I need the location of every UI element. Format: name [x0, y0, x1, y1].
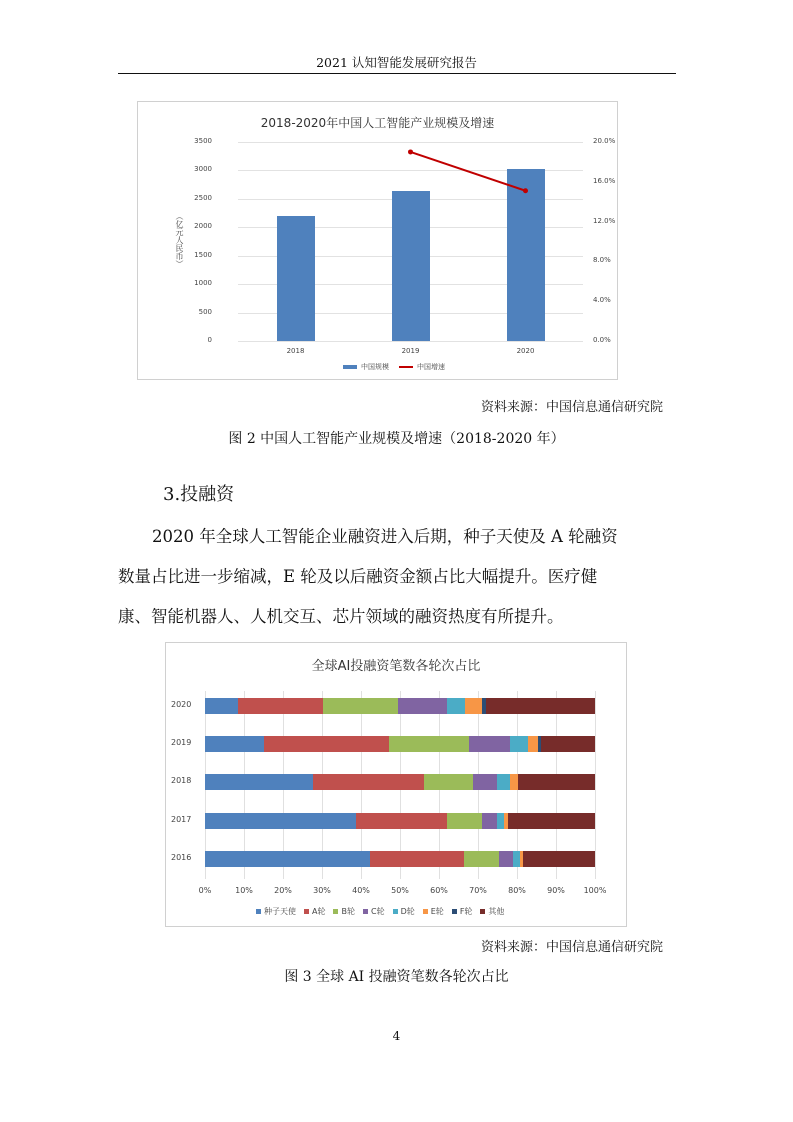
x-tick-label: 20%: [274, 886, 292, 895]
stacked-bar-2020: [205, 698, 595, 714]
figure-3-chart: [165, 642, 627, 927]
legend-swatch: [363, 909, 368, 914]
figure-2-chart: [137, 101, 618, 380]
legend-label: 种子天使: [264, 907, 296, 916]
y-tick-label: 2000: [194, 222, 212, 231]
x-tick-label: 2018: [286, 347, 305, 355]
segment-D轮: [447, 698, 465, 714]
y-tick-label: 500: [198, 307, 212, 316]
growth-line: [138, 102, 617, 379]
segment-A轮: [313, 774, 423, 790]
y-tick-label: 2020: [171, 700, 192, 709]
segment-其他: [486, 698, 595, 714]
segment-A轮: [356, 813, 447, 829]
legend-label: E轮: [430, 907, 444, 916]
figure-2-caption: 图 2 中国人工智能产业规模及增速（2018-2020 年）: [228, 431, 565, 447]
x-tick-label: 2019: [401, 347, 420, 355]
segment-C轮: [473, 774, 497, 790]
y2-tick-label: 16.0%: [593, 176, 616, 185]
stacked-bar-2016: [205, 851, 595, 867]
stacked-bar-2018: [205, 774, 595, 790]
paragraph-line-3: 康、智能机器人、人机交互、芯片领域的融资热度有所提升。: [118, 607, 564, 626]
figure-3-source: 资料来源：中国信息通信研究院: [480, 940, 663, 955]
x-tick-label: 70%: [469, 886, 487, 895]
legend-swatch: [333, 909, 338, 914]
y2-tick-label: 8.0%: [593, 256, 611, 265]
chart-legend: [343, 362, 445, 372]
legend-swatch: [423, 909, 428, 914]
x-tick-label: 40%: [352, 886, 370, 895]
x-tick-label: 0%: [198, 886, 212, 895]
y2-tick-label: 20.0%: [593, 137, 616, 145]
segment-B轮: [447, 813, 482, 829]
segment-种子天使: [205, 698, 238, 714]
legend-label: 其他: [488, 907, 505, 916]
chart-legend: [256, 906, 509, 917]
y-tick-label: 0: [207, 336, 212, 344]
segment-其他: [523, 851, 595, 867]
segment-种子天使: [205, 736, 264, 752]
legend-label: 中国规模: [361, 363, 389, 371]
segment-A轮: [370, 851, 464, 867]
paragraph-line-2: 数量占比进一步缩减，E 轮及以后融资金额占比大幅提升。医疗健: [118, 567, 598, 586]
legend-label: F轮: [459, 907, 473, 916]
segment-C轮: [482, 813, 497, 829]
legend-swatch: [304, 909, 309, 914]
x-tick-label: 60%: [430, 886, 448, 895]
segment-B轮: [323, 698, 398, 714]
segment-E轮: [528, 736, 538, 752]
x-tick-label: 90%: [547, 886, 565, 895]
segment-其他: [541, 736, 595, 752]
segment-E轮: [465, 698, 483, 714]
legend-swatch-bar: [343, 365, 357, 369]
legend-swatch: [393, 909, 398, 914]
figure-3-caption: 图 3 全球 AI 投融资笔数各轮次占比: [284, 969, 509, 985]
segment-种子天使: [205, 813, 356, 829]
y-tick-label: 2017: [171, 815, 192, 824]
legend-swatch: [452, 909, 457, 914]
segment-C轮: [469, 736, 510, 752]
running-header: 2021 认知智能发展研究报告: [316, 55, 477, 70]
y-tick-label: 1000: [194, 279, 212, 288]
header-rule: [118, 73, 676, 74]
gridline: [595, 691, 596, 879]
legend-swatch: [256, 909, 261, 914]
legend-swatch: [480, 909, 485, 914]
segment-C轮: [499, 851, 513, 867]
legend-label: 中国增速: [417, 363, 445, 371]
legend-label: D轮: [400, 907, 415, 916]
legend-swatch-line: [399, 366, 413, 368]
segment-D轮: [510, 736, 528, 752]
segment-B轮: [464, 851, 499, 867]
stacked-bar-2017: [205, 813, 595, 829]
chart-title: 2018-2020年中国人工智能产业规模及增速: [260, 116, 495, 130]
segment-A轮: [238, 698, 323, 714]
segment-其他: [508, 813, 595, 829]
y-tick-label: 2500: [194, 193, 212, 202]
x-tick-label: 30%: [313, 886, 331, 895]
segment-A轮: [264, 736, 389, 752]
x-tick-label: 80%: [508, 886, 526, 895]
segment-C轮: [398, 698, 447, 714]
y-tick-label: 2019: [171, 738, 192, 747]
x-tick-label: 100%: [583, 886, 607, 895]
stacked-bar-2019: [205, 736, 595, 752]
legend-label: B轮: [341, 907, 355, 916]
segment-B轮: [424, 774, 474, 790]
y2-tick-label: 0.0%: [593, 336, 611, 344]
y-tick-label: 3500: [194, 137, 212, 145]
paragraph-line-1: 2020 年全球人工智能企业融资进入后期，种子天使及 A 轮融资: [152, 527, 618, 546]
chart-title: 全球AI投融资笔数各轮次占比: [311, 659, 481, 674]
segment-D轮: [513, 851, 521, 867]
y-tick-label: 3000: [194, 165, 212, 174]
figure-2-source: 资料来源：中国信息通信研究院: [480, 400, 663, 415]
segment-种子天使: [205, 774, 313, 790]
section-heading: 3.投融资: [163, 484, 235, 505]
y2-tick-label: 4.0%: [593, 296, 611, 305]
y-tick-label: 2018: [171, 776, 192, 785]
y-tick-label: 2016: [171, 853, 192, 862]
x-tick-label: 2020: [516, 347, 535, 355]
legend-label: C轮: [370, 907, 385, 916]
page-number: 4: [392, 1029, 401, 1043]
legend-label: A轮: [312, 907, 326, 916]
segment-D轮: [497, 813, 504, 829]
x-tick-label: 50%: [391, 886, 409, 895]
segment-B轮: [389, 736, 469, 752]
y2-tick-label: 12.0%: [593, 216, 616, 225]
segment-E轮: [510, 774, 518, 790]
y-axis-label: （亿元人民币）: [175, 212, 184, 268]
y-tick-label: 1500: [194, 250, 212, 259]
segment-D轮: [497, 774, 509, 790]
segment-其他: [518, 774, 595, 790]
segment-种子天使: [205, 851, 370, 867]
x-tick-label: 10%: [235, 886, 253, 895]
